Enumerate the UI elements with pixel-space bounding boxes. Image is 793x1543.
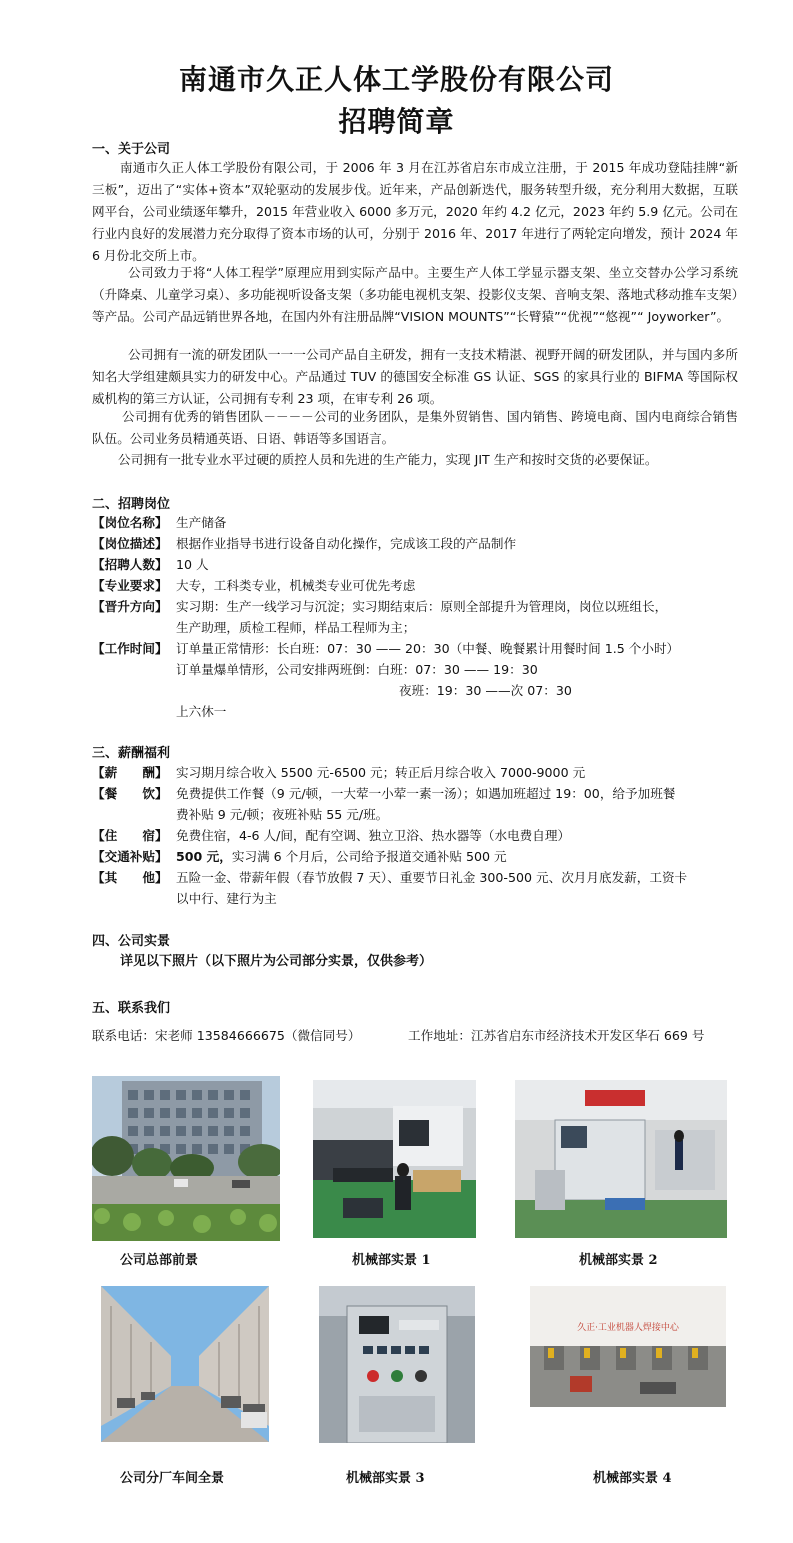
salary-meal-line-2: 费补贴 9 元/顿；夜班补贴 55 元/班。: [176, 807, 389, 822]
job-time-label: 【工作时间】: [92, 641, 168, 656]
section-salary-heading: 三、薪酬福利: [92, 746, 171, 761]
about-paragraph-5: 公司拥有一批专业水平过硬的质控人员和先进的生产能力，实现 JIT 生产和按时交货的必要保证。: [118, 452, 658, 467]
photo-workshop-1: [313, 1080, 476, 1238]
job-desc-label: 【岗位描述】: [92, 536, 168, 551]
job-count-value: 10 人: [176, 557, 209, 572]
about-paragraph-2: 公司致力于将“人体工程学”原理应用到实际产品中。主要生产人体工学显示器支架、坐立交替办公学习系统（升降桌、儿童学习桌）、多功能视听设备支架（多功能电视机支架、投影仪支架、音响支架、落地式移动推车支架）等产品。公司产品远销世界各地，在国内外有注册品牌“VISION MOUNTS”“长臂猿”“优视”“悠视”“ Joyworker”。: [92, 265, 738, 324]
caption-workshop-2: 机械部实景 2: [579, 1253, 658, 1268]
job-desc-value: 根据作业指导书进行设备自动化操作，完成该工段的产品制作: [176, 536, 517, 551]
salary-traffic-text: 实习满 6 个月后，公司给予报道交通补贴 500 元: [231, 849, 507, 864]
about-paragraph-3: 公司拥有一流的研发团队一一一公司产品自主研发，拥有一支技术精湛、视野开阔的研发团队，并与国内多所知名大学组建颇具实力的研发中心。产品通过 TUV 的德国安全标准 GS 认证、SGS 的家具行业的 BIFMA 等国际权威机构的第三方认证，公司拥有专利 23 项，在审专利 26 项。: [92, 347, 738, 406]
contact-phone: 联系电话：宋老师 13584666675（微信同号）: [92, 1028, 361, 1043]
photo-workshop-3: [319, 1286, 475, 1443]
caption-workshop-4: 机械部实景 4: [593, 1471, 672, 1486]
job-time-line-2: 订单量爆单情形，公司安排两班倒：白班：07：30 —— 19：30: [176, 662, 538, 677]
about-paragraph-4: 公司拥有优秀的销售团队－－－－公司的业务团队，是集外贸销售、国内销售、跨境电商、国内电商综合销售队伍。公司业务员精通英语、日语、韩语等多国语言。: [92, 409, 738, 446]
section-job-heading: 二、招聘岗位: [92, 497, 171, 512]
job-req-label: 【专业要求】: [92, 578, 168, 593]
caption-workshop-1: 机械部实景 1: [352, 1253, 431, 1268]
salary-other-label: 【其 他】: [92, 870, 168, 885]
job-time-line-1: 订单量正常情形：长白班：07：30 —— 20：30（中餐、晚餐累计用餐时间 1.5 个小时）: [176, 641, 680, 656]
salary-house-value: 免费住宿，4-6 人/间，配有空调、独立卫浴、热水器等（水电费自理）: [176, 828, 571, 843]
photo-factory-street: [101, 1286, 269, 1442]
job-time-line-4: 上六休一: [176, 704, 227, 719]
salary-traffic-amount: 500 元，: [176, 849, 232, 864]
salary-traffic-label: 【交通补贴】: [92, 849, 168, 864]
salary-traffic-value: [176, 846, 742, 867]
salary-meal-line-1: 免费提供工作餐（9 元/顿，一大荤一小荤一素一汤）；如遇加班超过 19：00，给予加班餐: [176, 786, 676, 801]
salary-meal-label: 【餐 饮】: [92, 786, 168, 801]
photo-hq-building: [92, 1076, 280, 1241]
job-time-line-3: 夜班：19：30 ——次 07：30: [399, 683, 572, 698]
section-contact-heading: 五、联系我们: [92, 1001, 171, 1016]
job-name-value: 生产储备: [176, 515, 227, 530]
photo-workshop-4: [530, 1286, 726, 1407]
section-photos-heading: 四、公司实景: [92, 934, 171, 949]
job-promo-label: 【晋升方向】: [92, 599, 168, 614]
caption-factory-street: 公司分厂车间全景: [120, 1471, 225, 1486]
about-paragraph-1: 南通市久正人体工学股份有限公司，于 2006 年 3 月在江苏省启东市成立注册，于 2015 年成功登陆挂牌“新三板”，迈出了“实体+资本”双轮驱动的发展步伐。近年来，产品创新迭代，服务转型升级，充分利用大数据，互联网平台，公司业绩逐年攀升，2015 年营业收入 6000 多万元，2020 年约 4.2 亿元，2023 年约 5.9 亿元。公司在行业内良好的发展潜力充分取得了资本市场的认可，分别于 2016 年、2017 年进行了两轮定向增发，预计 2024 年 6 月份北交所上市。: [92, 160, 738, 263]
job-name-label: 【岗位名称】: [92, 515, 168, 530]
job-promo-line-2: 生产助理，质检工程师，样品工程师为主；: [176, 620, 416, 635]
caption-hq-building: 公司总部前景: [120, 1253, 199, 1268]
section-about-heading: 一、关于公司: [92, 142, 171, 157]
caption-workshop-3: 机械部实景 3: [346, 1471, 425, 1486]
photo-workshop-2: [515, 1080, 727, 1238]
salary-other-line-2: 以中行、建行为主: [176, 891, 277, 906]
banner-text: 久正·工业机器人焊接中心: [577, 1323, 679, 1333]
job-req-value: 大专，工科类专业，机械类专业可优先考虑: [176, 578, 416, 593]
salary-house-label: 【住 宿】: [92, 828, 168, 843]
job-promo-line-1: 实习期：生产一线学习与沉淀；实习期结束后：原则全部提升为管理岗，岗位以班组长，: [176, 599, 668, 614]
page-subtitle: 招聘简章: [338, 105, 455, 138]
company-title: 南通市久正人体工学股份有限公司: [178, 63, 614, 96]
photos-note: 详见以下照片（以下照片为公司部分实景，仅供参考）: [120, 954, 433, 969]
contact-address: 工作地址：江苏省启东市经济技术开发区华石 669 号: [408, 1028, 705, 1043]
salary-pay-value: 实习期月综合收入 5500 元-6500 元；转正后月综合收入 7000-9000 元: [176, 765, 586, 780]
job-count-label: 【招聘人数】: [92, 557, 168, 572]
salary-other-line-1: 五险一金、带薪年假（春节放假 7 天）、重要节日礼金 300-500 元、次月月底发薪，工资卡: [176, 870, 688, 885]
salary-pay-label: 【薪 酬】: [92, 765, 168, 780]
